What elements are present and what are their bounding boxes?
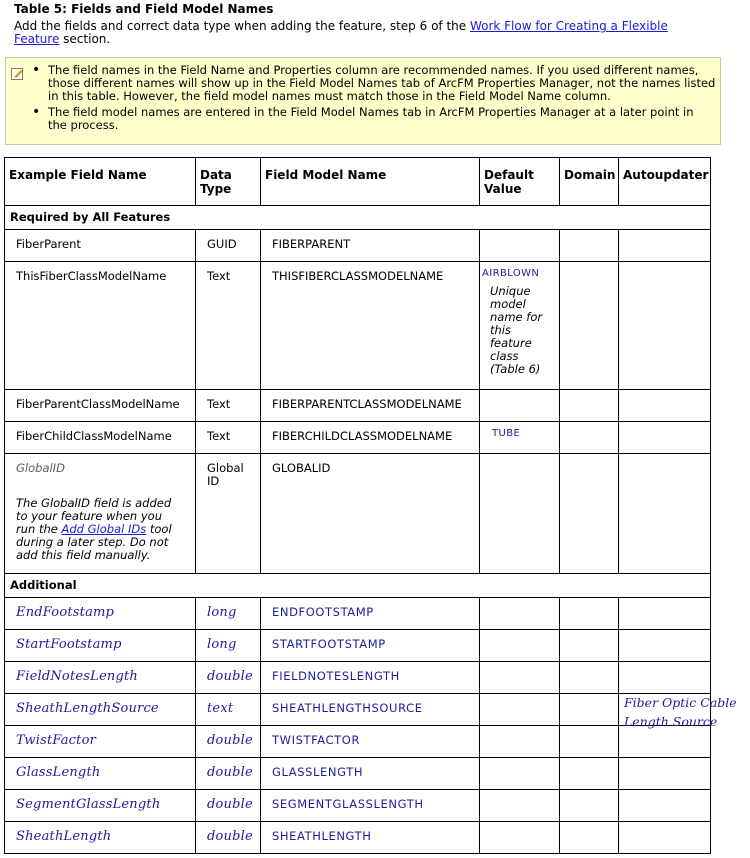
- cell-data-type: Global ID: [207, 461, 244, 488]
- intro-text-end: section.: [59, 32, 111, 46]
- cell-autoupdater: [619, 822, 711, 854]
- cell-default: [480, 422, 560, 454]
- cell-domain: [560, 262, 619, 390]
- cell-default: [480, 598, 560, 630]
- cell-model-name: FIBERCHILDCLASSMODELNAME: [272, 429, 453, 443]
- table-row: [5, 694, 711, 726]
- pencil-note-icon: [11, 68, 23, 80]
- cell-domain: [560, 662, 619, 694]
- cell-field-name: TwistFactor: [16, 733, 97, 748]
- cell-autoupdater: [619, 758, 711, 790]
- header-field-model-name: Field Model Name: [261, 158, 480, 206]
- cell-domain: [560, 454, 619, 574]
- header-data-type: Data Type: [196, 158, 261, 206]
- cell-model-name: TWISTFACTOR: [272, 733, 361, 747]
- table-header-row: [5, 158, 711, 206]
- note-list: [32, 64, 716, 135]
- cell-field-name: StartFootstamp: [16, 637, 122, 652]
- default-handwritten: TUBE: [492, 428, 521, 439]
- table-row: [5, 390, 711, 422]
- cell-field-name: FiberParentClassModelName: [16, 397, 180, 411]
- table-row: [5, 630, 711, 662]
- table-row: [5, 598, 711, 630]
- cell-default: [480, 758, 560, 790]
- cell-field-name: GlassLength: [16, 765, 101, 780]
- table-row: [5, 422, 711, 454]
- table-title: Table 5: Fields and Field Model Names: [14, 2, 274, 16]
- cell-default: [480, 390, 560, 422]
- header-field-name: Example Field Name: [5, 158, 196, 206]
- default-note: Unique model name for this feature class (Table 6): [490, 284, 543, 376]
- cell-domain: [560, 790, 619, 822]
- cell-data-type: Text: [207, 429, 231, 443]
- header-default-value: Default Value: [480, 158, 560, 206]
- cell-data-type: Text: [207, 269, 231, 283]
- cell-default: [480, 662, 560, 694]
- cell-autoupdater: [619, 262, 711, 390]
- cell-default: [480, 726, 560, 758]
- cell-model-name: THISFIBERCLASSMODELNAME: [272, 269, 444, 283]
- cell-field-name: FiberChildClassModelName: [16, 429, 172, 443]
- globalid-note-start: The GlobalID field is added to your feature when you run the: [16, 496, 172, 536]
- cell-data-type: double: [207, 829, 253, 844]
- cell-autoupdater: [619, 422, 711, 454]
- cell-default: [480, 822, 560, 854]
- cell-autoupdater: [619, 390, 711, 422]
- table-row-globalid: [5, 454, 711, 574]
- section-title: Additional: [5, 574, 711, 598]
- table-row: [5, 230, 711, 262]
- cell-field-name: FiberParent: [16, 237, 81, 251]
- cell-field-name: FieldNotesLength: [16, 669, 138, 684]
- cell-data-type: double: [207, 733, 253, 748]
- intro-text-start: Add the fields and correct data type when adding the feature, step 6 of the: [14, 19, 470, 33]
- cell-field-name: EndFootstamp: [16, 605, 115, 620]
- fields-table: [4, 157, 711, 854]
- cell-domain: [560, 390, 619, 422]
- cell-default: [480, 630, 560, 662]
- cell-data-type: double: [207, 797, 253, 812]
- intro-text: [14, 20, 714, 46]
- cell-data-type: long: [207, 637, 237, 652]
- cell-model-name: SHEATHLENGTHSOURCE: [272, 701, 423, 715]
- section-title: Required by All Features: [5, 206, 711, 230]
- cell-autoupdater: [619, 454, 711, 574]
- note-bullet: • The field names in the Field Name and Properties column are recommended names. If you used different names, those different names will show up in the Field Model Names tab of ArcFM Properties Manager, not the names listed in this table. However, the field model names must match those in the Field Model Name column.: [32, 64, 716, 103]
- table-row: [5, 758, 711, 790]
- sheath-domain-note: Fiber Optic Cable Length Source: [624, 695, 737, 729]
- cell-autoupdater: [619, 598, 711, 630]
- default-handwritten: AIRBLOWN: [482, 268, 540, 279]
- note-bullet: • The field model names are entered in the Field Model Names tab in ArcFM Properties Manager at a later point in the process.: [32, 106, 716, 132]
- note-box: [5, 57, 721, 145]
- cell-default: [480, 454, 560, 574]
- section-row-additional: [5, 574, 711, 598]
- globalid-note-end: tool during a later step. Do not add this field manually.: [16, 522, 172, 562]
- cell-domain: [560, 758, 619, 790]
- cell-domain: [560, 422, 619, 454]
- header-autoupdater: Autoupdater: [619, 158, 711, 206]
- cell-data-type: text: [207, 701, 234, 716]
- add-global-ids-link[interactable]: Add Global IDs: [61, 522, 147, 536]
- cell-model-name: FIBERPARENTCLASSMODELNAME: [272, 397, 462, 411]
- table-row: [5, 726, 711, 758]
- cell-domain: [560, 630, 619, 662]
- cell-model-name: FIBERPARENT: [272, 237, 351, 251]
- cell-domain: [560, 598, 619, 630]
- cell-domain: [560, 822, 619, 854]
- cell-autoupdater: [619, 790, 711, 822]
- cell-model-name: GLOBALID: [272, 461, 331, 475]
- cell-field-name: SheathLengthSource: [16, 701, 159, 716]
- cell-data-type: long: [207, 605, 237, 620]
- cell-domain: [560, 726, 619, 758]
- globalid-cell: [5, 454, 195, 570]
- cell-domain: [560, 694, 619, 726]
- table-row: [5, 822, 711, 854]
- cell-field-name: SegmentGlassLength: [16, 797, 161, 812]
- cell-model-name: GLASSLENGTH: [272, 765, 364, 779]
- cell-data-type: Text: [207, 397, 231, 411]
- cell-field-name: SheathLength: [16, 829, 112, 844]
- cell-model-name: FIELDNOTESLENGTH: [272, 669, 400, 683]
- section-row-required: [5, 206, 711, 230]
- cell-model-name: SEGMENTGLASSLENGTH: [272, 797, 424, 811]
- cell-model-name: ENDFOOTSTAMP: [272, 605, 374, 619]
- cell-data-type: double: [207, 765, 253, 780]
- cell-domain: [560, 230, 619, 262]
- cell-field-name: ThisFiberClassModelName: [16, 269, 167, 283]
- cell-field-name: GlobalID: [16, 461, 65, 475]
- workflow-link[interactable]: Work Flow for Creating a Flexible Feature: [14, 19, 668, 46]
- cell-autoupdater: [619, 630, 711, 662]
- cell-default: [480, 694, 560, 726]
- globalid-note: [16, 497, 184, 562]
- cell-default: [480, 790, 560, 822]
- cell-model-name: SHEATHLENGTH: [272, 829, 372, 843]
- table-row: [5, 662, 711, 694]
- table-row: [5, 262, 711, 390]
- cell-autoupdater: [619, 662, 711, 694]
- cell-model-name: STARTFOOTSTAMP: [272, 637, 386, 651]
- cell-data-type: double: [207, 669, 253, 684]
- cell-autoupdater: [619, 230, 711, 262]
- cell-default: [480, 262, 560, 390]
- cell-data-type: GUID: [207, 237, 237, 251]
- table-row: [5, 790, 711, 822]
- cell-default: [480, 230, 560, 262]
- header-domain: Domain: [560, 158, 619, 206]
